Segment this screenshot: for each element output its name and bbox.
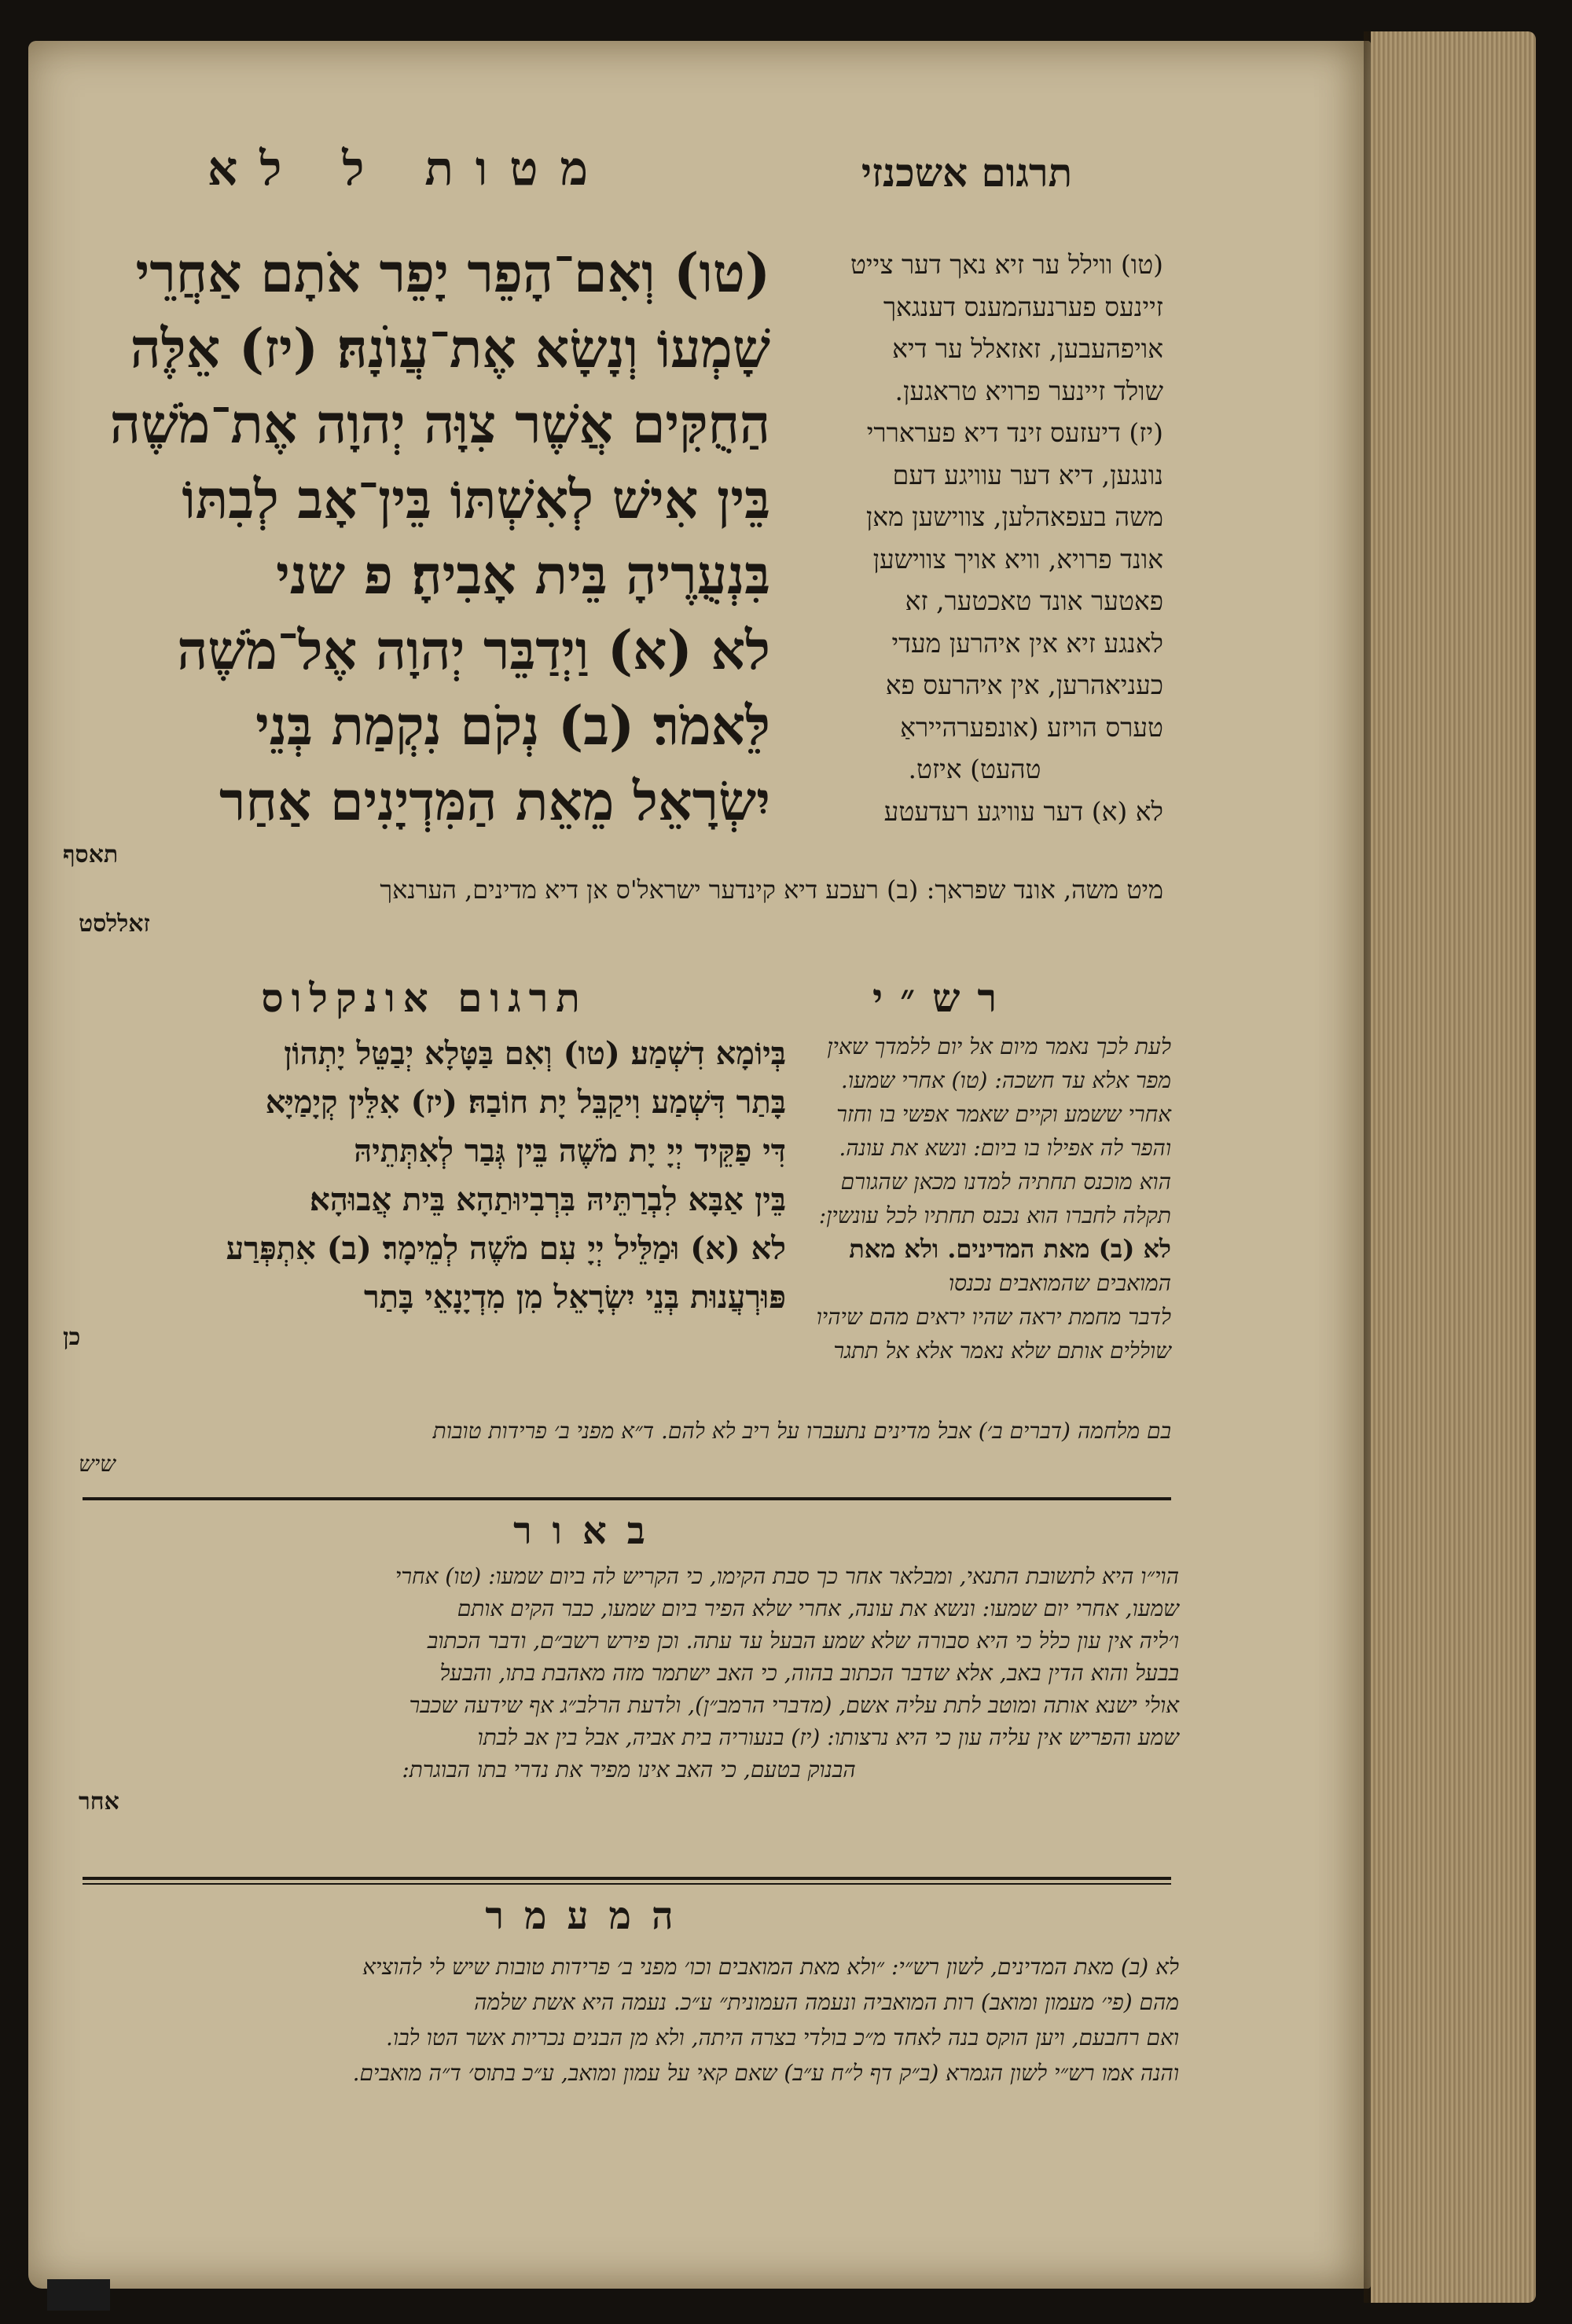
yiddish-line: משה בעפאהלען, צווישען מאן [865,501,1163,532]
meamar-commentary [79,1949,1179,2091]
rashi-line: תקלה לחברו הוא נכנס תחתיו לכל עונשין: [818,1202,1171,1228]
yiddish-line: נונגען, דיא דער עוויגע דעם [892,459,1163,490]
meamar-line: מהם (פי׳ מעמון ומואב) רות המואביה ונעמה העמונית״ ע״כ. נעמה היא אשת שלמה [474,1989,1179,2015]
hebrew-line: לא (א) וַיְדַבֵּר יְהוָה אֶל־מֹשֶׁה [177,619,770,682]
yiddish-line: (טו) ווילל ער זיא נאך דער צייט [850,249,1163,280]
biur-line: ו׳ליה אין עון כלל כי היא סבורה שלא שמע הבעל עד עתה. וכן פירש רשב״ם, ודבר הכתוב [427,1628,1179,1654]
rashi-line: המואבים שהמואבים נכנסו [948,1270,1171,1296]
running-header-targum: תרגום אשכנזי [861,149,1073,196]
hebrew-line: הַחֻקִּים אֲשֶׁר צִוָּה יְהוָה אֶת־מֹשֶׁה [109,393,770,456]
catchword: אחר [79,1788,119,1816]
biur-line: שמעו, אחרי יום שמעו: ונשא את עונה, אחרי שלא הפיר ביום שמעו, כבר הקים אותם [457,1595,1179,1621]
hebrew-line: יִשְׂרָאֵל מֵאֵת הַמִּדְיָנִים אַחַר [219,770,770,833]
catchword: זאללסט [79,910,150,938]
divider-rule-thin [83,1883,1171,1885]
rashi-commentary [794,1030,1171,1368]
rashi-line: לדבר מחמת יראה שהיו יראים מהם שיהיו [816,1304,1171,1330]
biur-line: אולי ישנא אותה ומוטב לתת עליה אשם, (מדברי הרמב״ן), ולדעת הרלב״ג אף שידעה שכבר [409,1692,1179,1718]
rashi-continuation [79,1415,1171,1481]
biur-line: בבעל והוא הדין באב, אלא שדבר הכתוב בהוה, כי האב ישתמר מזה מאהבת בתו, והבעל [439,1660,1179,1686]
onkelos-title: תרגום אונקלוס [261,975,588,1021]
meamar-line: והנה אמו רש״י לשון הגמרא (ב״ק דף ל״ח ע״ב) שאם קאי על עמון ומואב, ע״כ בתוס׳ ד״ה מואבים. [352,2060,1179,2086]
hebrew-line: (טו) וְאִם־הָפֵר יָפֵר אֹתָם אַחֲרֵי [135,242,770,305]
yiddish-line: לאנגע זיא אין איהרען מעדי [891,627,1163,659]
rashi-line: והפר לה אפילו בו ביום: ונשא את עונה. [839,1135,1171,1161]
onkelos-line: פּוּרְעֲנוּת בְּנֵי יִשְׂרָאֵל מִן מִדְיָנָאֵי בָּתַר [363,1279,786,1316]
page-edges [1371,31,1536,2303]
yiddish-line: אונד פרויא, וויא אויך צווישען [872,543,1163,575]
yiddish-line: פאטער אונד טאכטער, זא [905,586,1163,616]
yiddish-line: לא (א) דער עוויגע רעדעטע [883,795,1163,827]
catchword: כן [63,1324,81,1351]
onkelos-line: בֵּין אַבָּא לִבְרַתֵּיהּ בִּרְבִיוּתַהָא בֵּית אֲבוּהָא׃ [310,1181,786,1218]
onkelos-line: לא (א) וּמַלֵּיל יְיָ עִם מֹשֶׁה לְמֵימָר׃ (ב) אִתְפְּרַע [226,1230,786,1267]
hebrew-line: שָׁמְעוֹ וְנָשָׂא אֶת־עֲוֺנָהּ׃ (יז) אֵלֶּה [130,318,770,380]
rashi-line: לעת לכך נאמר מיום אל יום ללמדך שאין [827,1034,1171,1059]
yiddish-translation-column [786,244,1163,832]
divider-rule [83,1877,1171,1880]
yiddish-line: מיט משה, אונד שפראך: (ב) רעכע דיא קינדער ישראל'ס אן דיא מדינים, הערנאך [380,875,1163,905]
rashi-line: לא (ב) מאת המדינים. ולא מאת [849,1234,1171,1264]
yiddish-line: זיינעס פערנעהמענס דענגאך [883,291,1163,322]
hebrew-line: בִּנְעֻרֶיהָ בֵּית אָבִיהָ׃ פ שני [276,544,770,607]
catchword: תאסף [63,841,119,868]
running-header-parsha: מטות ל לא [207,141,611,196]
rashi-line: הוא מוכנס תחתיה למדנו מכאן שהגורם [840,1169,1171,1195]
rashi-line: בם מלחמה (דברים ב׳) אבל מדינים נתעברו על ריב לא להם. ד״א מפני ב׳ פרידות טובות [432,1418,1171,1444]
biur-line: הוי״ו היא לתשובת התנאי, ומבלאר אחר כך סבת הקימו, כי הקריש לה ביום שמעו: (טו) אחרי [395,1563,1179,1589]
rashi-line: שוללים אותם שלא נאמר אלא אל תתגר [833,1338,1171,1364]
hebrew-torah-text [63,236,770,871]
yiddish-line: אויפהעבען, זאזאלל ער דיא [892,333,1163,364]
rashi-line: מפר אלא עד חשכה: (טו) אחרי שמעו. [840,1067,1171,1093]
meamar-title: המעמר [485,1894,694,1938]
yiddish-line: (יז) דיעזעס זינד דיא פעראררי [866,417,1163,448]
onkelos-line: בָּתַר דִּשְׁמַע וִיקַבֵּל יָת חוֹבַהּ׃ (יז) אִלֵּין קְיָמַיָּא [265,1084,786,1121]
hebrew-line: בֵּין אִישׁ לְאִשְׁתּוֹ בֵּין־אָב לְבִתּוֹ [182,468,770,531]
onkelos-line: בְּיוֹמָא דִשְׁמַע׃ (טו) וְאִם בַּטָּלָא יְבַטֵּל יָתְהוֹן [284,1035,786,1072]
biur-commentary [79,1560,1179,1818]
biur-line: שמע והפריש אין עליה עון כי היא נרצותו: (יז) בנעוריה בית אביה, אבל בין אב לבתו [477,1724,1179,1750]
yiddish-line: טהעט) איזט. [908,754,1041,784]
onkelos-line: דִּי פַקֵּיד יְיָ יָת מֹשֶׁה בֵּין גְּבַר לְאִתְּתֵיהּ [354,1133,786,1169]
rashi-title: רש״י [872,975,1015,1021]
divider-rule [83,1497,1171,1500]
biur-line: הבנוק בטעם, כי האב אינו מפיר את נדרי בתו הבוגרת: [402,1757,856,1782]
meamar-line: ואם רחבעם, ויען הוקס בנה לאחד מ״כ בולדי בצרה היתה, ולא מן הבנים נכריות אשר הטו לבו. [386,2025,1179,2050]
yiddish-continuation [79,872,1163,942]
onkelos-text [63,1030,786,1353]
meamar-line: לא (ב) מאת המדינים, לשון רש״י: ״ולא מאת המואבים וכו׳ מפני ב׳ פרידות טובות שיש לי להוציא [362,1954,1179,1980]
yiddish-line: טערס הויזע (אונפערהייראַ [900,711,1163,743]
yiddish-line: שולד זיינער פרויא טראגען. [894,375,1163,406]
rashi-line: אחרי ששמע וקיים שאמר אפשי בו וחזר [836,1101,1171,1127]
yiddish-line: כעניאהרען, אין איהרעס פא [885,670,1163,700]
bookmark-ribbon [47,2279,110,2311]
catchword: שיש [79,1451,116,1477]
biur-title: באור [513,1509,666,1553]
hebrew-line: לֵּאמֹר׃ (ב) נְקֹם נִקְמַת בְּנֵי [255,695,770,758]
